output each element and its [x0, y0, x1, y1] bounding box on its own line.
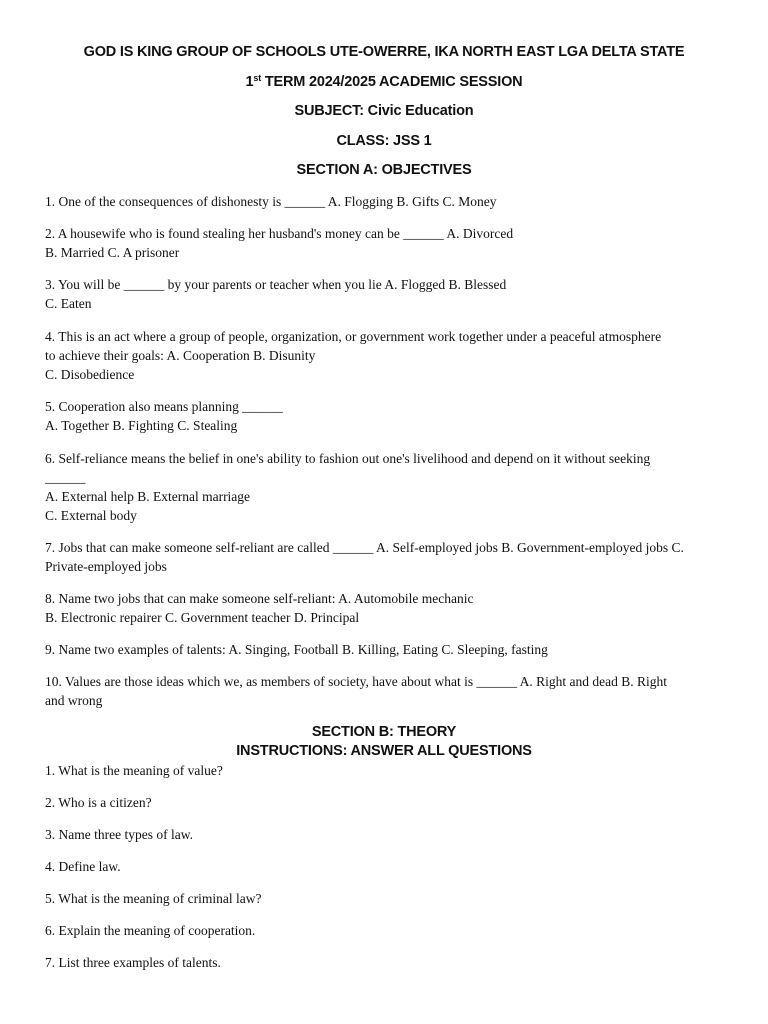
objective-question-7 — [45, 538, 725, 576]
question-line: C. Disobedience — [45, 367, 135, 382]
question-line: A. Together B. Fighting C. Stealing — [45, 418, 238, 433]
question-line: 5. Cooperation also means planning ______ — [45, 399, 283, 414]
section-b-instructions: INSTRUCTIONS: ANSWER ALL QUESTIONS — [236, 743, 532, 759]
theory-question-3 — [45, 825, 725, 844]
subject-line: SUBJECT: Civic Education — [294, 103, 474, 119]
objective-question-4 — [45, 327, 725, 384]
question-line: 4. Define law. — [45, 859, 121, 874]
question-line: B. Married C. A prisoner — [45, 245, 180, 260]
question-line: 4. This is an act where a group of people, organization, or government work together under a peaceful atmosphere — [45, 329, 662, 344]
objective-question-8 — [45, 589, 725, 627]
section-a-title: SECTION A: OBJECTIVES — [296, 162, 472, 178]
question-line: C. Eaten — [45, 296, 92, 311]
objective-question-10 — [45, 672, 725, 710]
question-line: 9. Name two examples of talents: A. Singing, Football B. Killing, Eating C. Sleeping, fasting — [45, 642, 548, 657]
question-line: ______ — [45, 470, 86, 485]
question-line: C. External body — [45, 508, 137, 523]
question-line: 2. A housewife who is found stealing her husband's money can be ______ A. Divorced — [45, 226, 514, 241]
question-line: 10. Values are those ideas which we, as members of society, have about what is ______ A. Right and dead B. Right — [45, 674, 668, 689]
school-name: GOD IS KING GROUP OF SCHOOLS UTE-OWERRE, IKA NORTH EAST LGA DELTA STATE — [83, 44, 685, 60]
question-line: 1. What is the meaning of value? — [45, 763, 223, 778]
objective-question-6 — [45, 449, 725, 525]
question-line: 3. Name three types of law. — [45, 827, 193, 842]
theory-question-2 — [45, 793, 725, 812]
term-text: TERM 2024/2025 ACADEMIC SESSION — [261, 74, 523, 90]
theory-question-1 — [45, 761, 725, 780]
question-line: 7. Jobs that can make someone self-reliant are called ______ A. Self-employed jobs B. Government-employed jobs C. — [45, 540, 684, 555]
question-line: 8. Name two jobs that can make someone self-reliant: A. Automobile mechanic — [45, 591, 474, 606]
term-session — [0, 74, 768, 90]
question-line: to achieve their goals: A. Cooperation B. Disunity — [45, 348, 316, 363]
term-suffix: st — [253, 73, 262, 83]
question-line: 3. You will be ______ by your parents or teacher when you lie A. Flogged B. Blessed — [45, 277, 507, 292]
objective-question-5 — [45, 397, 725, 435]
question-line: 2. Who is a citizen? — [45, 795, 152, 810]
question-line: Private-employed jobs — [45, 559, 167, 574]
objective-question-1 — [45, 192, 725, 211]
theory-question-7 — [45, 953, 725, 972]
question-line: 1. One of the consequences of dishonesty is ______ A. Flogging B. Gifts C. Money — [45, 194, 497, 209]
term-number: 1 — [245, 74, 254, 90]
question-line: 7. List three examples of talents. — [45, 955, 221, 970]
question-line: 6. Self-reliance means the belief in one's ability to fashion out one's livelihood and depend on it without seeking — [45, 451, 651, 466]
section-b-title: SECTION B: THEORY — [311, 724, 457, 740]
objective-question-3 — [45, 275, 725, 313]
theory-question-5 — [45, 889, 725, 908]
question-line: 6. Explain the meaning of cooperation. — [45, 923, 256, 938]
theory-question-6 — [45, 921, 725, 940]
theory-question-4 — [45, 857, 725, 876]
question-line: B. Electronic repairer C. Government teacher D. Principal — [45, 610, 360, 625]
class-line: CLASS: JSS 1 — [336, 133, 432, 149]
question-line: 5. What is the meaning of criminal law? — [45, 891, 262, 906]
objective-question-2 — [45, 224, 725, 262]
question-line: A. External help B. External marriage — [45, 489, 251, 504]
question-line: and wrong — [45, 693, 103, 708]
objective-question-9 — [45, 640, 725, 659]
